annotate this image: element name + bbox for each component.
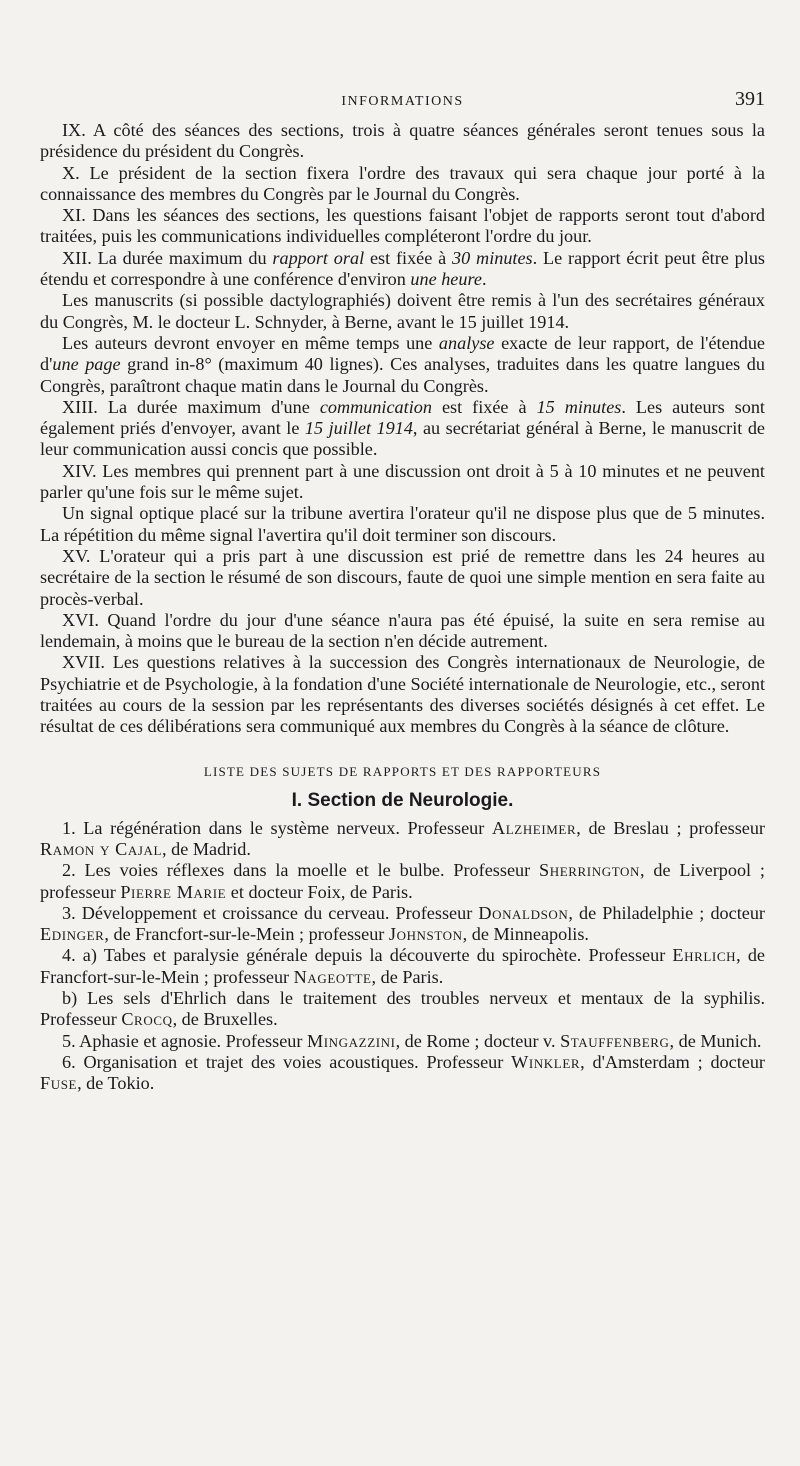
page-number: 391 [735,88,765,110]
rule-ix: IX. A côté des séances des sections, trois à quatre séances générales seront tenues sous la présidence du président du Congrès. [40,120,765,162]
topic-4a: 4. a) Tabes et paralysie générale depuis la découverte du spirochète. Professeur Ehrlich, de Francfort-sur-le-Mein ; professeur Nageotte, de Paris. [40,945,765,987]
rule-xi: XI. Dans les séances des sections, les questions faisant l'objet de rapports seront tout d'abord traitées, puis les communications individuelles compléteront l'ordre du jour. [40,205,765,247]
rule-x: X. Le président de la section fixera l'ordre des travaux qui sera chaque jour porté à la connaissance des membres du Congrès par le Journal du Congrès. [40,162,765,204]
rule-xiii: XIII. La durée maximum d'une communication est fixée à 15 minutes. Les auteurs sont également priés d'envoyer, avant le 15 juillet 1914, au secrétariat général à Berne, le manuscrit de leur communication aussi concis que possible. [40,396,765,460]
topic-1: 1. La régénération dans le système nerveux. Professeur Alzheimer, de Breslau ; professeur Ramon y Cajal, de Madrid. [40,817,765,859]
list-heading: LISTE DES SUJETS DE RAPPORTS ET DES RAPPORTEURS [203,763,602,779]
rule-xvii: XVII. Les questions relatives à la succession des Congrès internationaux de Neurologie, de Psychiatrie et de Psychologie, à la fondation d'une Société internationale de Neurologie, etc., seront traitées au cours de la session par les représentants des diverses sociétés désignés à cet effet. Le résultat de ces délibérations sera communiqué aux membres du Congrès à la séance de clôture. [40,652,765,737]
rule-xiv: XIV. Les membres qui prennent part à une discussion ont droit à 5 à 10 minutes et ne peuvent parler qu'une fois sur le même sujet. [40,460,765,503]
manuscripts-paragraph: Les manuscrits (si possible dactylographiés) doivent être remis à l'un des secrétaires généraux du Congrès, M. le docteur L. Schnyder, à Berne, avant le 15 juillet 1914. [40,290,765,332]
topic-6: 6. Organisation et trajet des voies acoustiques. Professeur Winkler, d'Amsterdam ; docteur Fuse, de Tokio. [40,1051,765,1094]
rule-xvi: XVI. Quand l'ordre du jour d'une séance n'aura pas été épuisé, la suite en sera remise au lendemain, à moins que le bureau de la section n'en décide autrement. [40,609,765,652]
topic-3: 3. Développement et croissance du cerveau. Professeur Donaldson, de Philadelphie ; docteur Edinger, de Francfort-sur-le-Mein ; professeur Johnston, de Minneapolis. [40,902,765,945]
analyses-paragraph: Les auteurs devront envoyer en même temps une analyse exacte de leur rapport, de l'étendue d'une page grand in-8° (maximum 40 lignes). Ces analyses, traduites dans les quatre langues du Congrès, paraîtront chaque matin dans le Journal du Congrès. [40,332,765,396]
topic-4b: b) Les sels d'Ehrlich dans le traitement des troubles nerveux et mentaux de la syphilis. Professeur Crocq, de Bruxelles. [40,987,765,1030]
signal-paragraph: Un signal optique placé sur la tribune avertira l'orateur qu'il ne dispose plus que de 5 minutes. La répétition du même signal l'avertira qu'il doit terminer son discours. [40,503,765,545]
running-head [40,88,765,120]
running-title: INFORMATIONS [341,94,464,109]
rule-xv: XV. L'orateur qui a pris part à une discussion est prié de remettre dans les 24 heures au secrétaire de la section le résumé de son discours, faute de quoi une simple mention en sera faite au procès-verbal. [40,545,765,609]
document-page [40,88,765,1094]
topic-5: 5. Aphasie et agnosie. Professeur Mingazzini, de Rome ; docteur v. Stauffenberg, de Munich. [62,1030,762,1051]
topic-2: 2. Les voies réflexes dans la moelle et le bulbe. Professeur Sherrington, de Liverpool ; professeur Pierre Marie et docteur Foix, de Paris. [40,860,765,902]
rule-xii: XII. La durée maximum du rapport oral est fixée à 30 minutes. Le rapport écrit peut être plus étendu et correspondre à une conférence d'environ une heure. [40,247,765,290]
section-heading: I. Section de Neurologie. [291,789,514,811]
